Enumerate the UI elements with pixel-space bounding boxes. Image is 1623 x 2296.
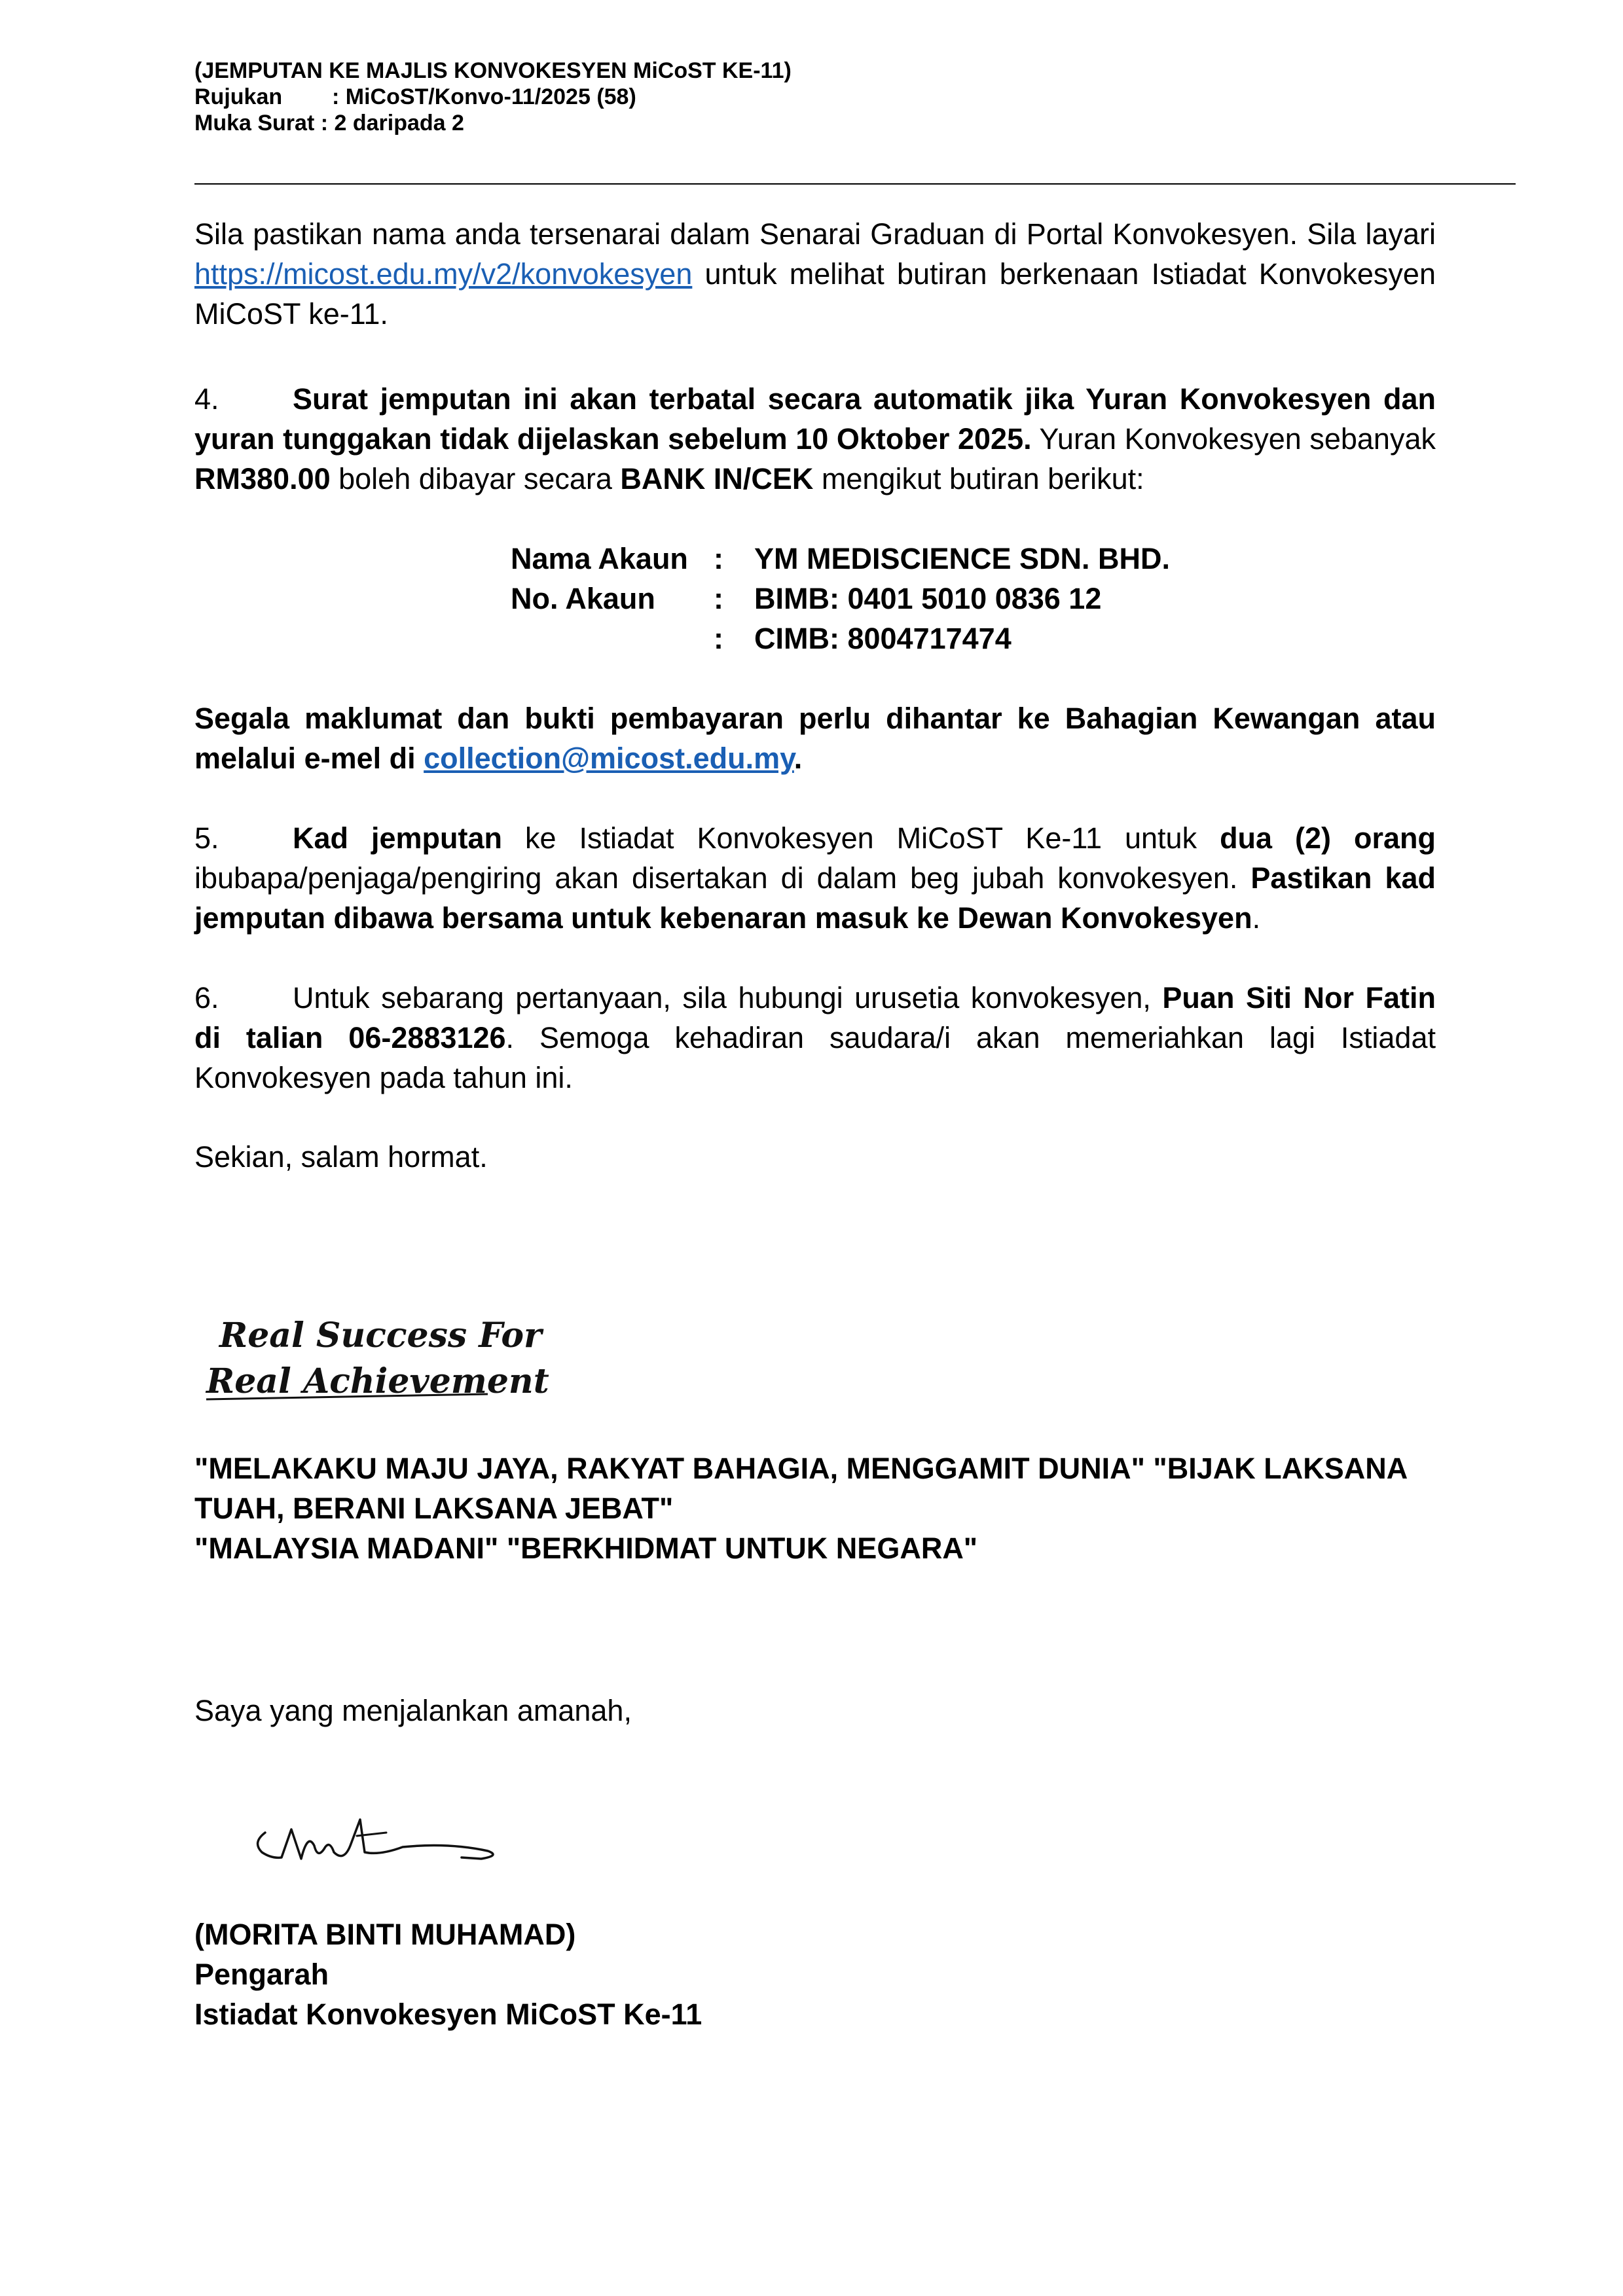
colon: : xyxy=(714,542,723,575)
header-divider xyxy=(194,183,1516,185)
invitation-card-text: Kad jemputan xyxy=(293,821,502,855)
paragraph-6-text: Untuk sebarang pertanyaan, sila hubungi urusetia konvokesyen, xyxy=(293,981,1163,1014)
fee-amount: RM380.00 xyxy=(194,462,331,495)
payment-method: BANK IN/CEK xyxy=(620,462,814,495)
intro-paragraph xyxy=(194,214,1436,334)
page-label: Muka Surat xyxy=(194,111,315,135)
header-page-number xyxy=(194,110,792,136)
logo-line-2: Real Achievement xyxy=(206,1361,549,1401)
header-title: (JEMPUTAN KE MAJLIS KONVOKESYEN MiCoST KE-11) xyxy=(194,58,792,83)
slogan-line-2: "MALAYSIA MADANI" "BERKHIDMAT UNTUK NEGARA" xyxy=(194,1532,978,1565)
account-name-row xyxy=(511,539,1170,579)
payment-text-end: mengikut butiran berikut: xyxy=(813,462,1144,495)
letter-header xyxy=(194,58,792,136)
account-number-row-2 xyxy=(511,619,1170,658)
account-number-row xyxy=(511,579,1170,619)
account-number-label: No. Akaun xyxy=(511,582,655,615)
contact-person: Puan Siti Nor Fatin di talian 06-2883126 xyxy=(194,981,1436,1054)
paragraph-5 xyxy=(194,818,1436,938)
signer-position: Pengarah xyxy=(194,1958,329,1991)
account-details xyxy=(511,539,1170,658)
header-reference xyxy=(194,84,792,110)
paragraph-4-number: 4. xyxy=(194,382,219,416)
payment-note xyxy=(194,698,1436,778)
guest-count: dua (2) orang xyxy=(1220,821,1436,855)
reference-value: : MiCoST/Konvo-11/2025 (58) xyxy=(332,84,636,109)
cimb-account: CIMB: 8004717474 xyxy=(754,622,1012,655)
signer-block xyxy=(194,1914,702,2034)
payment-note-text: Segala maklumat dan bukti pembayaran perlu dihantar ke Bahagian Kewangan atau melalui e-mel di xyxy=(194,702,1436,775)
signature-icon xyxy=(252,1806,514,1892)
real-success-logo xyxy=(200,1302,549,1407)
paragraph-5-number: 5. xyxy=(194,821,219,855)
collection-email-link[interactable]: collection@micost.edu.my xyxy=(424,742,794,775)
paragraph-6-number: 6. xyxy=(194,981,219,1014)
slogan-line-1: "MELAKAKU MAJU JAYA, RAKYAT BAHAGIA, MENGGAMIT DUNIA" "BIJAK LAKSANA TUAH, BERANI LAKSANA JEBAT" xyxy=(194,1452,1407,1525)
paragraph-5-end: . xyxy=(1252,901,1261,935)
fee-text: Yuran Konvokesyen sebanyak xyxy=(1031,422,1436,456)
payment-text: boleh dibayar secara xyxy=(330,462,621,495)
paragraph-5-text-2: ibubapa/penjaga/pengiring akan disertakan di dalam beg jubah konvokesyen. xyxy=(194,861,1251,895)
portal-link[interactable]: https://micost.edu.my/v2/konvokesyen xyxy=(194,257,693,291)
bimb-account: BIMB: 0401 5010 0836 12 xyxy=(754,582,1102,615)
slogan xyxy=(194,1448,1436,1568)
page-value: : 2 daripada 2 xyxy=(320,111,464,135)
paragraph-6 xyxy=(194,978,1436,1098)
intro-text: Sila pastikan nama anda tersenarai dalam Senarai Graduan di Portal Konvokesyen. Sila layari xyxy=(194,217,1436,251)
intro-text-end: untuk melihat butiran berkenaan Istiadat Konvokesyen MiCoST ke-11. xyxy=(194,257,1436,331)
paragraph-4 xyxy=(194,379,1436,499)
payment-note-end: . xyxy=(793,742,803,775)
closing-greeting: Sekian, salam hormat. xyxy=(194,1140,488,1174)
bring-card-notice: Pastikan kad jemputan dibawa bersama untuk kebenaran masuk ke Dewan Konvokesyen xyxy=(194,861,1436,935)
signer-name: (MORITA BINTI MUHAMAD) xyxy=(194,1918,576,1951)
signer-organization: Istiadat Konvokesyen MiCoST Ke-11 xyxy=(194,1998,702,2031)
paragraph-5-text: ke Istiadat Konvokesyen MiCoST Ke-11 untuk xyxy=(502,821,1220,855)
amanah-text: Saya yang menjalankan amanah, xyxy=(194,1694,632,1727)
reference-label: Rujukan xyxy=(194,84,283,109)
colon: : xyxy=(714,622,723,655)
account-name-value: YM MEDISCIENCE SDN. BHD. xyxy=(754,542,1171,575)
logo-line-1: Real Success For xyxy=(219,1316,542,1355)
account-name-label: Nama Akaun xyxy=(511,542,688,575)
colon: : xyxy=(714,582,723,615)
paragraph-6-text-2: . Semoga kehadiran saudara/i akan memeriahkan lagi Istiadat Konvokesyen pada tahun ini. xyxy=(194,1021,1436,1094)
cancellation-notice: Surat jemputan ini akan terbatal secara automatik jika Yuran Konvokesyen dan yuran tunggakan tidak dijelaskan sebelum 10 Oktober 2025. xyxy=(194,382,1436,456)
